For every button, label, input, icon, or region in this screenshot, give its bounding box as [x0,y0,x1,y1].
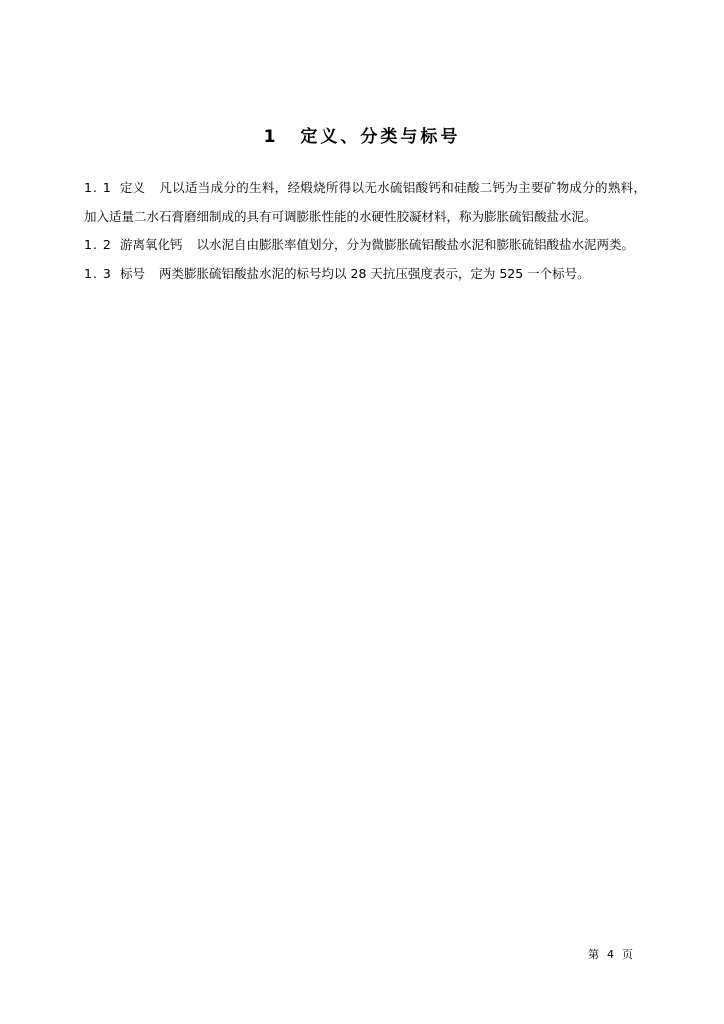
section-title: 定义、分类与标号 [300,127,461,147]
clause-term: 游离氧化钙 [120,237,183,252]
page-number-prefix: 第 [588,948,599,961]
clause-term: 标号 [120,265,146,281]
page-number-suffix: 页 [622,948,633,961]
clause-text: 凡以适当成分的生料，经煅烧所得以无水硫铝酸钙和硅酸二钙为主要矿物成分的熟料，加入适量二水石膏磨细制成的具有可调膨胀性能的水硬性胶凝材料，称为膨胀硫铝酸盐水泥。 [84,180,646,224]
section-number: 1 [263,127,279,147]
clause-text: 以水泥自由膨胀率值划分，分为微膨胀硫铝酸盐水泥和膨胀硫铝酸盐水泥两类。 [196,237,635,252]
clause-1-2 [84,231,646,260]
clause-1-3 [84,260,646,289]
clause-number: 1. 1 [84,180,112,195]
clause-1-1 [84,174,646,231]
clause-text: 两类膨胀硫铝酸盐水泥的标号均以 28 天抗压强度表示，定为 525 一个标号。 [159,265,590,281]
page-number-value: 4 [607,948,614,961]
clause-number: 1. 2 [84,237,112,252]
clauses-body [84,174,646,288]
clause-term: 定义 [120,180,146,195]
clause-number: 1. 3 [84,265,112,281]
page-number [584,946,637,962]
section-heading [0,122,724,147]
